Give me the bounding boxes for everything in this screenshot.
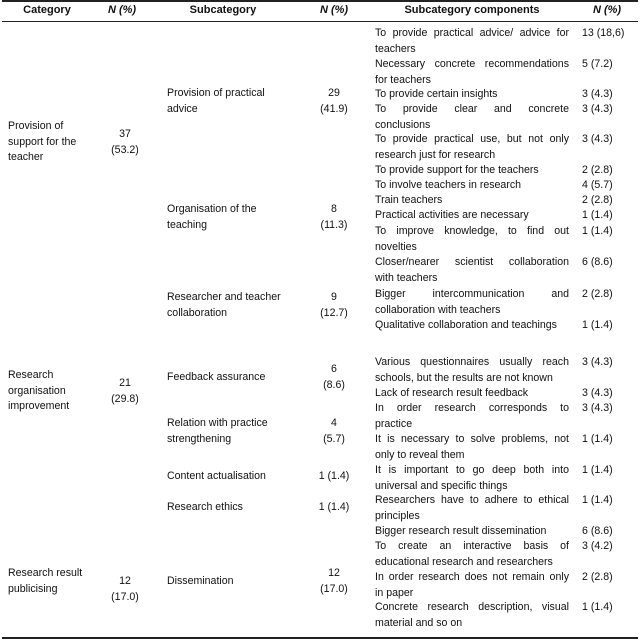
component-n: 3 (4.3) — [582, 133, 613, 145]
subcategory-n: (17.0) — [320, 582, 348, 595]
component-n: 2 (2.8) — [582, 164, 613, 176]
component-text: To involve teachers in research — [375, 179, 522, 191]
component-n: 1 (1.4) — [582, 601, 613, 613]
component-text: with teachers — [375, 271, 438, 284]
component-n: 5 (7.2) — [582, 58, 613, 70]
component-text: It is necessary to solve problems, not — [375, 433, 569, 445]
component-n: 1 (1.4) — [582, 319, 613, 331]
component-text: educational research and researchers — [375, 555, 553, 568]
subcategory-name: collaboration — [167, 306, 228, 319]
component-text: research just for research — [375, 148, 496, 161]
category-n: 37 — [119, 128, 131, 140]
component-text: To improve knowledge, to find out — [375, 225, 569, 237]
component-text: In order research does not remain only — [375, 571, 569, 583]
component-n: 2 (2.8) — [582, 288, 613, 300]
header-bottom-rule — [2, 21, 638, 22]
subcategory-name: Feedback assurance — [167, 371, 266, 383]
component-text: teachers — [375, 42, 416, 55]
table-bottom-rule — [2, 637, 638, 639]
subcategory-n: 6 — [331, 363, 337, 375]
header-5: N (%) — [592, 4, 622, 16]
component-n: 1 (1.4) — [582, 433, 613, 445]
component-n: 2 (2.8) — [582, 571, 613, 583]
table-top-rule — [2, 0, 638, 2]
component-text: To provide support for the teachers — [375, 164, 539, 176]
category-name: improvement — [8, 400, 70, 412]
component-text: Practical activities are necessary — [375, 209, 529, 221]
component-n: 3 (4.2) — [582, 540, 613, 552]
subcategory-n: 29 — [328, 87, 340, 99]
header-2: Subcategory — [189, 4, 257, 16]
category-n: 12 — [119, 575, 131, 587]
component-text: practice — [375, 417, 413, 430]
category-name: support for the — [8, 135, 77, 148]
subcategory-n: 9 — [331, 291, 337, 303]
component-n: 1 (1.4) — [582, 209, 613, 221]
component-n: 1 (1.4) — [582, 494, 613, 506]
component-text: universal and specific things — [375, 479, 508, 492]
component-text: novelties — [375, 240, 417, 253]
component-text: Qualitative collaboration and teachings — [375, 319, 557, 331]
subcategory-name: Content actualisation — [167, 470, 266, 482]
category-name: Research result — [8, 567, 83, 579]
header-0: Category — [23, 4, 71, 16]
component-n: 13 (18,6) — [582, 27, 625, 39]
component-text: To provide certain insights — [375, 88, 498, 100]
subcategory-name: Research ethics — [167, 501, 243, 513]
component-text: Bigger intercommunication and — [375, 288, 569, 300]
subcategory-name: advice — [167, 102, 198, 115]
subcategory-name: Dissemination — [167, 575, 234, 587]
component-n: 6 (8.6) — [582, 256, 613, 268]
subcategory-n: (41.9) — [320, 102, 348, 115]
header-4: Subcategory components — [404, 4, 540, 16]
component-text: principles — [375, 509, 420, 522]
subcategory-n: (5.7) — [323, 432, 345, 445]
component-text: Necessary concrete recommendations — [375, 58, 569, 70]
component-n: 3 (4.3) — [582, 387, 613, 399]
subcategory-n: (12.7) — [320, 306, 348, 319]
component-text: To provide practical use, but not only — [375, 133, 569, 145]
component-text: only to reveal them — [375, 448, 465, 461]
component-text: in paper — [375, 586, 414, 599]
category-name: publicising — [8, 582, 58, 595]
component-text: Concrete research description, visual — [375, 601, 569, 613]
header-1: N (%) — [107, 4, 137, 16]
subcategory-name: Researcher and teacher — [167, 291, 281, 303]
component-n: 3 (4.3) — [582, 88, 613, 100]
component-n: 1 (1.4) — [582, 464, 613, 476]
subcategory-n: (11.3) — [320, 218, 348, 231]
component-text: In order research corresponds to — [375, 402, 569, 414]
component-text: schools, but the results are not known — [375, 371, 553, 384]
component-n: 3 (4.3) — [582, 402, 613, 414]
category-name: Provision of — [8, 120, 64, 132]
subcategory-name: Organisation of the — [167, 203, 257, 215]
subcategory-name: Relation with practice — [167, 417, 268, 429]
category-name: organisation — [8, 384, 66, 397]
component-text: To provide practical advice/ advice for — [375, 27, 569, 39]
category-n: (29.8) — [111, 392, 139, 405]
component-text: Lack of research result feedback — [375, 387, 529, 399]
subcategory-name: teaching — [167, 218, 208, 231]
component-text: Train teachers — [375, 194, 443, 206]
subcategory-name: Provision of practical — [167, 87, 265, 99]
category-name: Research — [8, 369, 54, 381]
subcategory-n: (8.6) — [323, 378, 345, 391]
subcategory-name: strengthening — [167, 432, 232, 445]
component-text: collaboration with teachers — [375, 303, 501, 316]
category-name: teacher — [8, 151, 44, 163]
header-3: N (%) — [319, 4, 349, 16]
component-text: It is important to go deep both into — [375, 464, 569, 476]
subcategory-n: 8 — [331, 203, 337, 215]
component-n: 2 (2.8) — [582, 194, 613, 206]
component-text: Various questionnaires usually reach — [375, 356, 569, 368]
category-n: (53.2) — [111, 143, 139, 156]
component-text: Closer/nearer scientist collaboration — [375, 256, 569, 268]
component-n: 1 (1.4) — [582, 225, 613, 237]
subcategory-n: 4 — [331, 417, 337, 429]
subcategory-n: 1 (1.4) — [318, 501, 350, 513]
component-text: To provide clear and concrete — [375, 103, 569, 115]
component-text: for teachers — [375, 73, 431, 86]
component-text: To create an interactive basis of — [375, 540, 569, 552]
component-n: 3 (4.3) — [582, 356, 613, 368]
category-n: 21 — [119, 377, 131, 389]
component-n: 4 (5.7) — [582, 179, 613, 191]
component-text: Bigger research result dissemination — [375, 525, 547, 537]
subcategory-n: 1 (1.4) — [318, 470, 350, 482]
component-text: conclusions — [375, 118, 431, 131]
component-text: Researchers have to adhere to ethical — [375, 494, 569, 506]
category-n: (17.0) — [111, 590, 139, 603]
component-text: material and so on — [375, 616, 463, 629]
component-n: 6 (8.6) — [582, 525, 613, 537]
subcategory-n: 12 — [328, 567, 340, 579]
component-n: 3 (4.3) — [582, 103, 613, 115]
